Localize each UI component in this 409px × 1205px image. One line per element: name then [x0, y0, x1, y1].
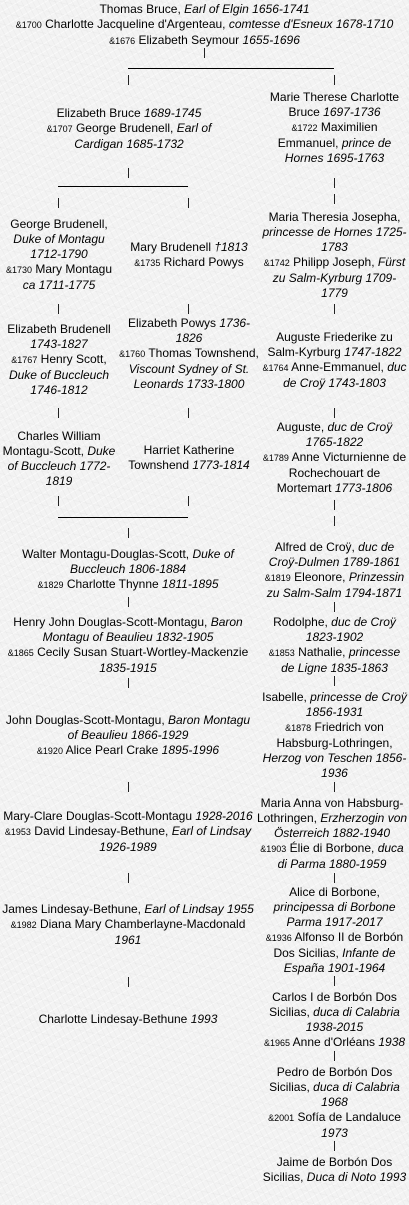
person-name-line [0, 902, 256, 917]
connector-vertical [334, 304, 335, 314]
person-name: Anne-Emmanuel, [288, 360, 388, 374]
connector-vertical [58, 198, 59, 208]
person-name: Alfonso II de Borbón Dos Sicilias, [273, 930, 404, 960]
spouse-line [262, 570, 407, 601]
person-name-line [262, 330, 407, 360]
person-name: Cecily Susan Stuart-Wortley-Mackenzie [33, 645, 249, 659]
person-name-line [0, 547, 256, 577]
person-name-line [262, 540, 407, 570]
title-or-dates: 1835-1915 [99, 661, 157, 675]
spouse-line [0, 33, 409, 49]
title-or-dates: Prinzessin zu Salm-Salm 1794-1871 [266, 570, 405, 600]
person-name: Mary Montagu [31, 262, 113, 276]
person-right-gen9 [262, 885, 407, 976]
spouse-line [0, 17, 409, 33]
connector-vertical [188, 304, 189, 314]
title-or-dates: Duke of Buccleuch 1806-1884 [69, 547, 234, 576]
person-left-gen9 [0, 902, 256, 948]
spouse-line [262, 720, 407, 781]
title-or-dates: ca 1711-1775 [22, 278, 96, 292]
marriage-year: &1789 [262, 453, 289, 463]
title-or-dates: 1938 [378, 1035, 406, 1049]
person-name: David Lindesay-Bethune, [30, 824, 172, 838]
title-or-dates: Earl of Elgin 1656-1741 [184, 2, 310, 16]
title-or-dates: duc de Croÿ 1765-1822 [305, 420, 393, 449]
title-or-dates: princesse de Croÿ 1856-1931 [305, 690, 407, 719]
person-name: Charlotte Jacqueline d'Argenteau, [41, 17, 229, 31]
title-or-dates: duca di Calabria 1968 [313, 1080, 400, 1109]
spouse-line [118, 346, 260, 392]
title-or-dates: Duca di Noto 1993 [306, 1170, 407, 1184]
person-subleft-gen4 [0, 429, 118, 489]
person-subright-gen3 [118, 316, 260, 392]
person-name: Alice Pearl Crake [62, 743, 162, 757]
person-name: Elizabeth Brudenell [7, 322, 111, 336]
person-name: Charles William Montagu-Scott, [2, 429, 101, 458]
person-right-gen5 [262, 540, 407, 601]
title-or-dates: 1895-1996 [161, 743, 220, 757]
person-name-line [0, 217, 118, 262]
spouse-line [0, 577, 256, 593]
marriage-year: &1953 [4, 827, 31, 837]
title-or-dates: duca di Parma 1880-1959 [277, 841, 404, 871]
person-left-gen6 [0, 615, 256, 676]
connector-vertical [334, 178, 335, 188]
marriage-year: &1722 [291, 123, 318, 133]
person-subleft-gen3 [0, 322, 118, 398]
person-name: Friedrich von Habsburg-Lothringen, [276, 720, 393, 750]
connector-vertical [58, 408, 59, 418]
marriage-year: &1676 [109, 36, 136, 46]
person-name-line [118, 316, 260, 346]
spouse-line [262, 1035, 407, 1051]
person-name-line [262, 90, 407, 120]
spouse-line [0, 645, 256, 676]
title-or-dates: 1773-1806 [334, 481, 393, 495]
person-name: Pedro de Borbón Dos Sicilias, [269, 1065, 393, 1094]
connector-vertical [128, 873, 129, 883]
marriage-year: &1982 [10, 920, 37, 930]
person-name: John Douglas-Scott-Montagu, [5, 713, 169, 727]
person-name: Alfred de Croÿ, [274, 540, 359, 554]
connector-vertical [334, 194, 335, 204]
title-or-dates: Viscount Sydney of St. Leonards 1733-1800 [128, 362, 250, 391]
connector-vertical [334, 516, 335, 526]
person-name-line [255, 796, 409, 841]
person-name: James Lindesay-Bethune, [2, 902, 145, 916]
marriage-year: &1760 [119, 349, 146, 359]
person-name: Carlos I de Borbón Dos Sicilias, [269, 990, 397, 1019]
person-name: Elizabeth Seymour [135, 33, 243, 47]
connector-vertical [334, 408, 335, 418]
person-name-line [0, 1012, 256, 1027]
person-name: Anne Victurnienne de Rochechouart de Mortemart [276, 450, 407, 495]
title-or-dates: Herzog von Teschen 1856-1936 [262, 751, 407, 780]
connector-vertical [334, 75, 335, 85]
person-name: Isabelle, [262, 690, 311, 704]
title-or-dates: Infante de España 1901-1964 [283, 946, 396, 975]
person-right-gen10 [262, 990, 407, 1051]
title-or-dates: principessa di Borbone Parma 1917-2017 [273, 900, 396, 929]
person-name: Thomas Townshend, [145, 346, 259, 360]
title-or-dates: 1689-1745 [144, 106, 202, 120]
person-right-gen12 [262, 1155, 407, 1185]
person-right-gen7 [262, 690, 407, 781]
person-name: Élie di Borbone, [286, 841, 378, 855]
marriage-year: &1829 [37, 580, 64, 590]
connector-vertical [334, 676, 335, 686]
title-or-dates: Duke of Buccleuch 1772-1819 [7, 444, 116, 488]
person-name: Alice di Borbone, [289, 885, 380, 899]
person-left-gen5 [0, 547, 256, 593]
person-subright-gen4 [120, 443, 258, 473]
connector-vertical [334, 500, 335, 510]
connector-vertical [58, 304, 59, 314]
connector-vertical [188, 198, 189, 208]
person-subright-gen2 [120, 240, 258, 271]
title-or-dates: 1747-1822 [344, 345, 402, 359]
person-name: Auguste Friederike zu Salm-Kyrburg [267, 330, 393, 359]
person-name: Henry John Douglas-Scott-Montagu, [13, 615, 211, 629]
title-or-dates: comtesse d'Esneux 1678-1710 [228, 17, 394, 31]
title-or-dates: 1928-2016 [195, 809, 253, 823]
title-or-dates: 1973 [321, 1126, 348, 1140]
connector-vertical [128, 597, 129, 607]
title-or-dates: 1743-1827 [30, 337, 88, 351]
person-right-gen4 [262, 420, 407, 496]
person-name-line [0, 322, 118, 352]
marriage-year: &1764 [262, 363, 289, 373]
person-name: Richard Powys [160, 255, 244, 269]
connector-vertical [334, 1141, 335, 1151]
person-name: Mary Brudenell [130, 240, 215, 254]
connector-vertical [334, 1051, 335, 1061]
person-right-gen11 [262, 1065, 407, 1141]
title-or-dates: prince de Hornes 1695-1763 [284, 136, 392, 165]
person-name: Jaime de Borbón Dos Sicilias, [262, 1155, 393, 1184]
person-name-line [120, 443, 258, 473]
title-or-dates: 1961 [114, 933, 142, 947]
marriage-year: &1707 [46, 124, 73, 134]
title-or-dates: duc de Croÿ 1743-1803 [283, 360, 407, 390]
marriage-year: &1767 [11, 355, 38, 365]
person-left-gen1 [30, 106, 228, 152]
connector-vertical [188, 408, 189, 418]
marriage-year: &1878 [285, 723, 312, 733]
connector-vertical [128, 75, 129, 85]
marriage-year: &1819 [264, 573, 291, 583]
connector-vertical [188, 496, 189, 506]
marriage-year: &1742 [263, 258, 290, 268]
title-or-dates: Baron Montagu of Beaulieu 1866-1929 [67, 713, 251, 742]
person-left-gen7 [0, 713, 256, 759]
spouse-line [262, 930, 407, 976]
person-name: Walter Montagu-Douglas-Scott, [22, 547, 193, 561]
title-or-dates: 1811-1895 [162, 577, 219, 591]
person-name: Diana Mary Chamberlayne-Macdonald [36, 917, 246, 931]
person-name: Eleonore, [290, 570, 349, 584]
person-name-line [262, 210, 407, 255]
person-right-gen8 [255, 796, 409, 872]
person-name: Maria Theresia Josepha, [268, 210, 401, 224]
person-name-line [30, 106, 228, 121]
person-name-line [262, 1065, 407, 1110]
person-right-gen3 [262, 330, 407, 391]
person-name: Maximilien Emmanuel, [277, 120, 378, 150]
title-or-dates: Earl of Lindsay 1926-1989 [99, 824, 252, 854]
person-name-line [262, 885, 407, 930]
title-or-dates: Fürst zu Salm-Kyrburg 1709-1779 [272, 255, 406, 300]
person-name-line [0, 2, 409, 17]
person-right-gen6 [262, 615, 407, 676]
spouse-line [0, 824, 256, 855]
connector-vertical [128, 782, 129, 792]
person-name: Elizabeth Bruce [56, 106, 144, 120]
person-name: Henry Scott, [37, 352, 107, 366]
person-name-line [0, 809, 256, 824]
connector-horizontal [58, 186, 188, 187]
person-subleft-gen2 [0, 217, 118, 293]
title-or-dates: duc de Croÿ-Dulmen 1789-1861 [268, 540, 401, 569]
title-or-dates: Baron Montagu of Beaulieu 1832-1905 [42, 615, 243, 644]
person-left-gen10 [0, 1012, 256, 1027]
person-name: Harriet Katherine Townshend [128, 443, 235, 472]
marriage-year: &1903 [260, 844, 287, 854]
spouse-line [262, 1110, 407, 1141]
marriage-year: &1853 [268, 648, 295, 658]
person-name-line [262, 690, 407, 720]
connector-vertical [128, 528, 129, 538]
person-name: Sofía de Landaluce [294, 1110, 401, 1124]
title-or-dates: Erzherzogin von Österreich 1882-1940 [273, 811, 408, 840]
person-name-line [262, 420, 407, 450]
spouse-line [262, 645, 407, 676]
person-name-line [262, 615, 407, 645]
marriage-year: &1700 [15, 20, 42, 30]
person-name: Mary-Clare Douglas-Scott-Montagu [3, 809, 196, 823]
title-or-dates: duc de Croÿ 1823-1902 [305, 615, 396, 644]
person-name: George Brudenell, [72, 121, 177, 135]
connector-vertical [334, 873, 335, 883]
connector-vertical [128, 168, 129, 178]
spouse-line [262, 120, 407, 166]
spouse-line [120, 255, 258, 271]
connector-vertical [334, 782, 335, 792]
title-or-dates: princesse de Ligne 1835-1863 [281, 645, 401, 675]
connector-vertical [334, 976, 335, 986]
spouse-line [262, 255, 407, 301]
person-right-gen1 [262, 90, 407, 166]
person-name: Philipp Joseph, [289, 255, 378, 269]
person-name: Rodolphe, [273, 615, 332, 629]
title-or-dates: duca di Calabria 1938-2015 [305, 1005, 400, 1034]
person-name-line [0, 615, 256, 645]
connector-vertical [334, 602, 335, 612]
title-or-dates: 1697-1736 [323, 105, 381, 119]
marriage-year: &1965 [263, 1038, 290, 1048]
person-right-gen2 [262, 210, 407, 301]
person-name: Marie Therese Charlotte Bruce [269, 90, 400, 119]
title-or-dates: 1773-1814 [192, 458, 250, 472]
person-name-line [262, 990, 407, 1035]
connector-vertical [204, 48, 205, 58]
title-or-dates: princesse de Hornes 1725-1783 [262, 225, 407, 254]
title-or-dates: †1813 [214, 240, 248, 254]
person-name: Anne d'Orléans [289, 1035, 379, 1049]
person-name-line [0, 713, 256, 743]
marriage-year: &2001 [268, 1113, 295, 1123]
person-name: Elizabeth Powys [127, 316, 220, 330]
spouse-line [0, 262, 118, 293]
person-name: George Brudenell, [10, 217, 108, 231]
spouse-line [255, 841, 409, 872]
title-or-dates: Duke of Montagu 1712-1790 [13, 232, 105, 261]
title-or-dates: 1736-1826 [175, 316, 251, 345]
person-name-line [0, 429, 118, 489]
connector-vertical [128, 977, 129, 987]
marriage-year: &1865 [7, 648, 34, 658]
marriage-year: &1735 [134, 258, 161, 268]
spouse-line [0, 352, 118, 398]
person-left-gen8 [0, 809, 256, 855]
person-name: Auguste, [276, 420, 328, 434]
person-name-line [262, 1155, 407, 1185]
marriage-year: &1920 [36, 746, 63, 756]
title-or-dates: 1655-1696 [242, 33, 300, 47]
person-name: Charlotte Thynne [63, 577, 163, 591]
marriage-year: &1730 [5, 265, 32, 275]
spouse-line [262, 360, 407, 391]
connector-vertical [128, 678, 129, 688]
person-name: Thomas Bruce, [99, 2, 185, 16]
marriage-year: &1936 [265, 933, 292, 943]
person-name: Maria Anna von Habsburg-Lothringen, [256, 796, 404, 825]
title-or-dates: Duke of Buccleuch 1746-1812 [8, 368, 110, 397]
title-or-dates: Earl of Cardigan 1685-1732 [74, 121, 212, 151]
spouse-line [0, 917, 256, 948]
person-name: Charlotte Lindesay-Bethune [38, 1012, 191, 1026]
connector-vertical [58, 496, 59, 506]
title-or-dates: 1993 [190, 1012, 218, 1026]
person-name-line [120, 240, 258, 255]
title-or-dates: Earl of Lindsay 1955 [144, 902, 254, 916]
spouse-line [30, 121, 228, 152]
connector-horizontal [128, 68, 334, 69]
person-name: Nathalie, [294, 645, 349, 659]
root-person [0, 2, 409, 49]
spouse-line [262, 450, 407, 496]
connector-horizontal [58, 517, 188, 518]
spouse-line [0, 743, 256, 759]
